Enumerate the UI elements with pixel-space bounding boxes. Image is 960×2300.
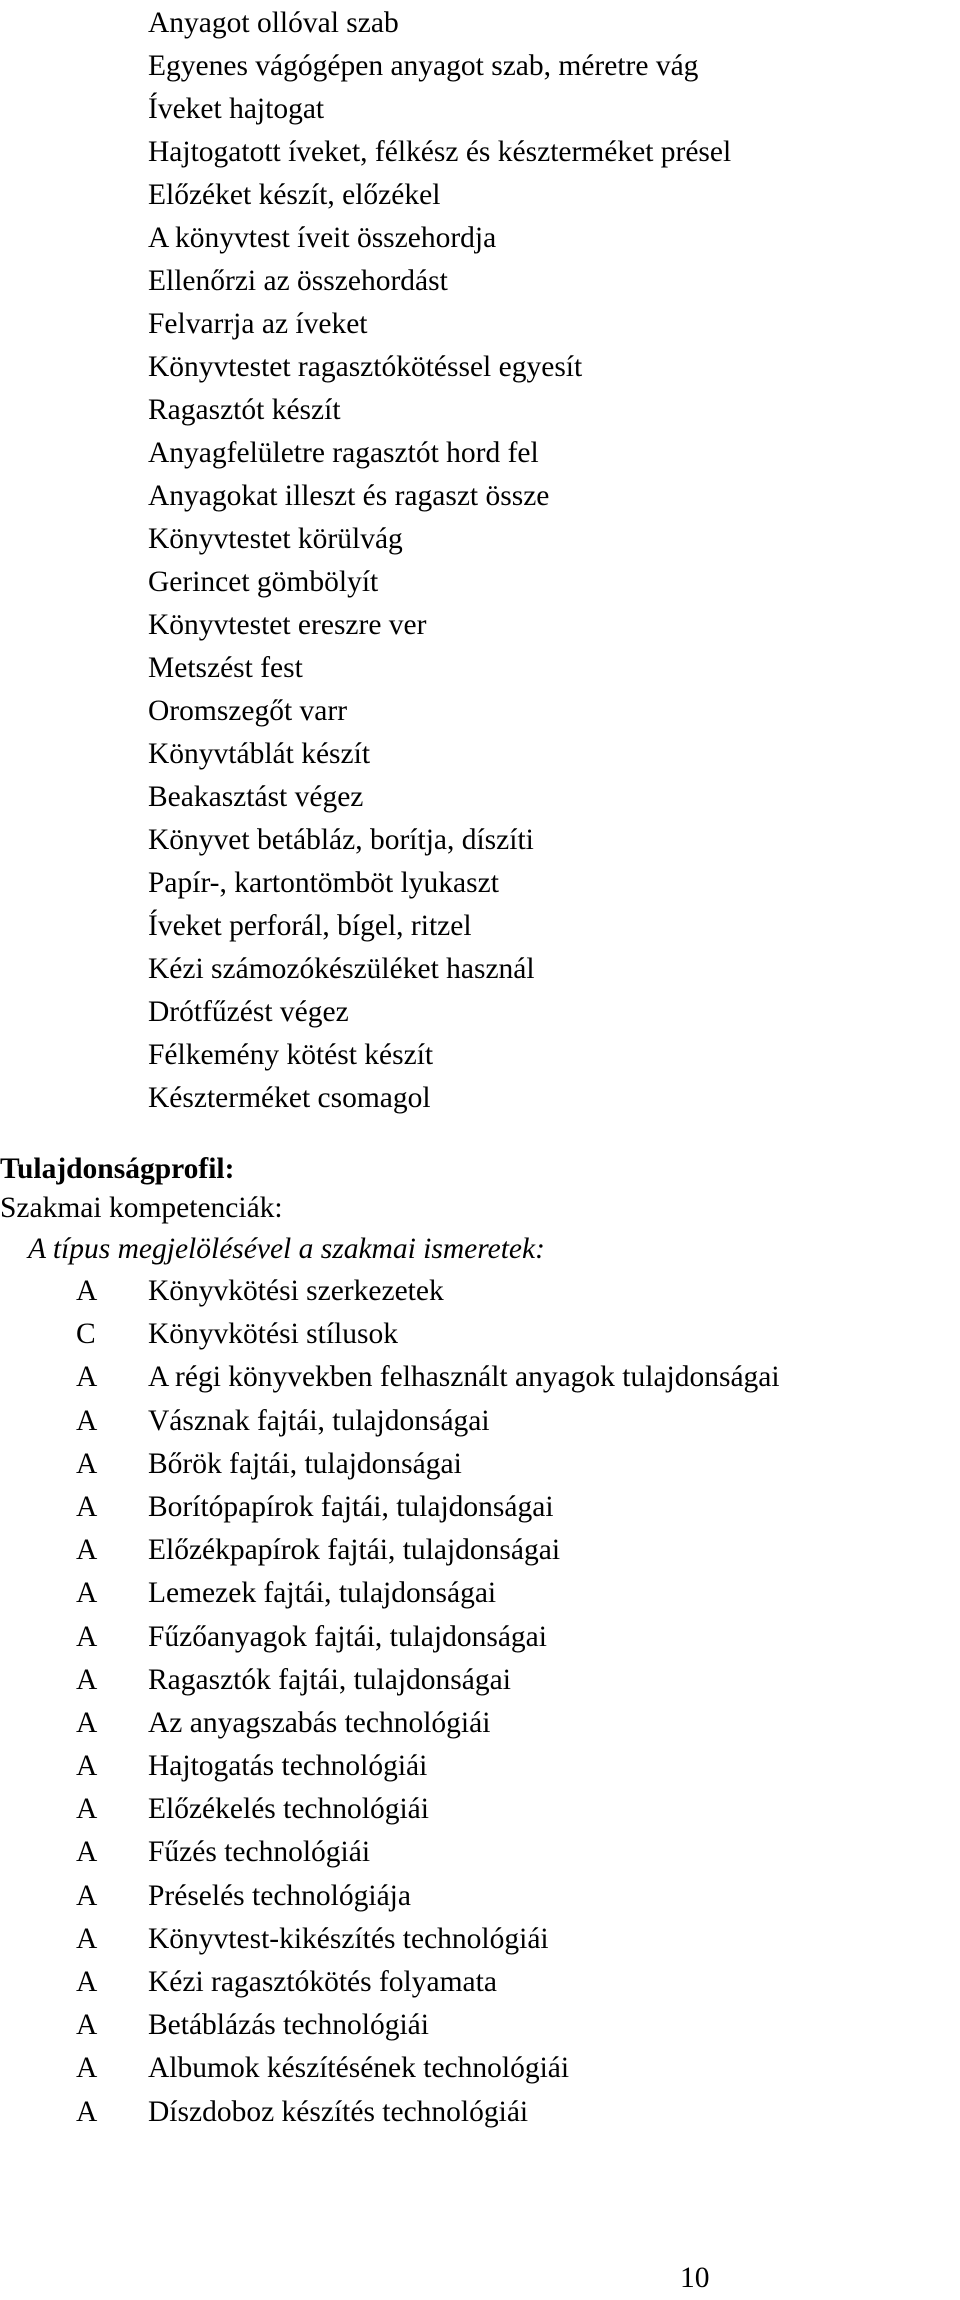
task-item: Gerincet gömbölyít — [148, 566, 379, 598]
knowledge-type: A — [76, 1534, 98, 1567]
task-item: Beakasztást végez — [148, 781, 364, 813]
knowledge-text: Hajtogatás technológiái — [148, 1750, 428, 1783]
knowledge-type: A — [76, 1447, 98, 1480]
knowledge-text: Borítópapírok fajtái, tulajdonságai — [148, 1490, 554, 1523]
knowledge-text: Fűzés technológiái — [148, 1836, 371, 1869]
knowledge-item — [0, 2004, 960, 2047]
knowledge-type: A — [76, 2052, 98, 2085]
knowledge-item — [0, 1961, 960, 2004]
task-item: Kézi számozókészüléket használ — [148, 953, 535, 985]
knowledge-text: Könyvkötési szerkezetek — [148, 1275, 444, 1307]
knowledge-text: A régi könyvekben felhasznált anyagok tulajdonságai — [148, 1361, 780, 1394]
knowledge-text: Előzékelés technológiái — [148, 1793, 429, 1826]
task-item: Anyagfelületre ragasztót hord fel — [148, 437, 539, 469]
knowledge-type: A — [76, 2009, 98, 2042]
task-item: Könyvtáblát készít — [148, 738, 371, 770]
knowledge-type: A — [76, 1793, 98, 1826]
task-item: Könyvtestet körülvág — [148, 523, 403, 555]
knowledge-item — [0, 1529, 960, 1572]
knowledge-type: A — [76, 1966, 98, 1998]
knowledge-item — [0, 1486, 960, 1529]
knowledge-type: A — [76, 1750, 98, 1783]
knowledge-item — [0, 1400, 960, 1443]
knowledge-item — [0, 1831, 960, 1874]
knowledge-type: A — [76, 1836, 98, 1869]
knowledge-text: Bőrök fajtái, tulajdonságai — [148, 1447, 462, 1480]
knowledge-type: A — [76, 1879, 98, 1912]
knowledge-text: Ragasztók fajtái, tulajdonságai — [148, 1663, 511, 1696]
task-item: Egyenes vágógépen anyagot szab, méretre vág — [148, 50, 699, 82]
knowledge-type: C — [76, 1318, 96, 1351]
knowledge-type: A — [76, 1404, 98, 1437]
knowledge-type: A — [76, 1275, 98, 1307]
task-item: Készterméket csomagol — [148, 1082, 431, 1114]
knowledge-text: Kézi ragasztókötés folyamata — [148, 1966, 497, 1998]
knowledge-text: Fűzőanyagok fajtái, tulajdonságai — [148, 1620, 547, 1653]
knowledge-item — [0, 1443, 960, 1486]
knowledge-item — [0, 1356, 960, 1399]
task-item: Oromszegőt varr — [148, 695, 348, 727]
knowledge-item — [0, 1788, 960, 1831]
knowledge-text: Préselés technológiája — [148, 1879, 411, 1912]
knowledge-item — [0, 1918, 960, 1961]
knowledge-item — [0, 1659, 960, 1702]
knowledge-item — [0, 1745, 960, 1788]
knowledge-text: Díszdoboz készítés technológiái — [148, 2095, 529, 2128]
task-item: Előzéket készít, előzékel — [148, 179, 441, 211]
knowledge-type: A — [76, 1706, 98, 1739]
task-item: Könyvtestet ragasztókötéssel egyesít — [148, 351, 583, 383]
knowledge-item — [0, 1702, 960, 1745]
task-item: Íveket perforál, bígel, ritzel — [148, 910, 472, 942]
page-number: 10 — [680, 2262, 710, 2294]
knowledge-text: Betáblázás technológiái — [148, 2009, 429, 2042]
task-item: Drótfűzést végez — [148, 996, 349, 1028]
knowledge-list — [0, 1270, 960, 2134]
knowledge-heading: A típus megjelölésével a szakmai ismeretek: — [28, 1233, 545, 1265]
knowledge-type: A — [76, 1663, 98, 1696]
knowledge-text: Könyvkötési stílusok — [148, 1318, 398, 1351]
knowledge-text: Könyvtest-kikészítés technológiái — [148, 1922, 549, 1955]
knowledge-type: A — [76, 2095, 98, 2128]
knowledge-type: A — [76, 1490, 98, 1523]
knowledge-type: A — [76, 1922, 98, 1955]
knowledge-item — [0, 2047, 960, 2090]
knowledge-item — [0, 1313, 960, 1356]
knowledge-item — [0, 1875, 960, 1918]
knowledge-type: A — [76, 1577, 98, 1610]
task-list — [148, 2, 731, 1120]
knowledge-text: Lemezek fajtái, tulajdonságai — [148, 1577, 497, 1610]
knowledge-item — [0, 2091, 960, 2134]
task-item: Hajtogatott íveket, félkész és készterméket présel — [148, 136, 732, 168]
task-item: Ellenőrzi az összehordást — [148, 265, 448, 297]
property-profile-section — [0, 1150, 960, 2134]
knowledge-type: A — [76, 1620, 98, 1653]
knowledge-text: Előzékpapírok fajtái, tulajdonságai — [148, 1534, 561, 1567]
knowledge-text: Az anyagszabás technológiái — [148, 1706, 491, 1739]
task-item: Felvarrja az íveket — [148, 308, 368, 340]
profile-subtitle: Szakmai kompetenciák: — [0, 1192, 283, 1224]
knowledge-text: Vásznak fajtái, tulajdonságai — [148, 1404, 490, 1437]
knowledge-item — [0, 1616, 960, 1659]
task-item: Metszést fest — [148, 652, 303, 684]
task-item: Anyagot ollóval szab — [148, 7, 399, 39]
knowledge-item — [0, 1270, 960, 1313]
knowledge-type: A — [76, 1361, 98, 1394]
task-item: Anyagokat illeszt és ragaszt össze — [148, 480, 550, 512]
task-item: Könyvet betábláz, borítja, díszíti — [148, 824, 534, 856]
task-item: Könyvtestet ereszre ver — [148, 609, 427, 641]
task-item: Íveket hajtogat — [148, 93, 325, 125]
knowledge-text: Albumok készítésének technológiái — [148, 2052, 570, 2085]
task-item: A könyvtest íveit összehordja — [148, 222, 497, 254]
task-item: Papír-, kartontömböt lyukaszt — [148, 867, 499, 899]
task-item: Ragasztót készít — [148, 394, 341, 426]
knowledge-item — [0, 1572, 960, 1615]
task-item: Félkemény kötést készít — [148, 1039, 434, 1071]
profile-title: Tulajdonságprofil: — [0, 1153, 235, 1185]
